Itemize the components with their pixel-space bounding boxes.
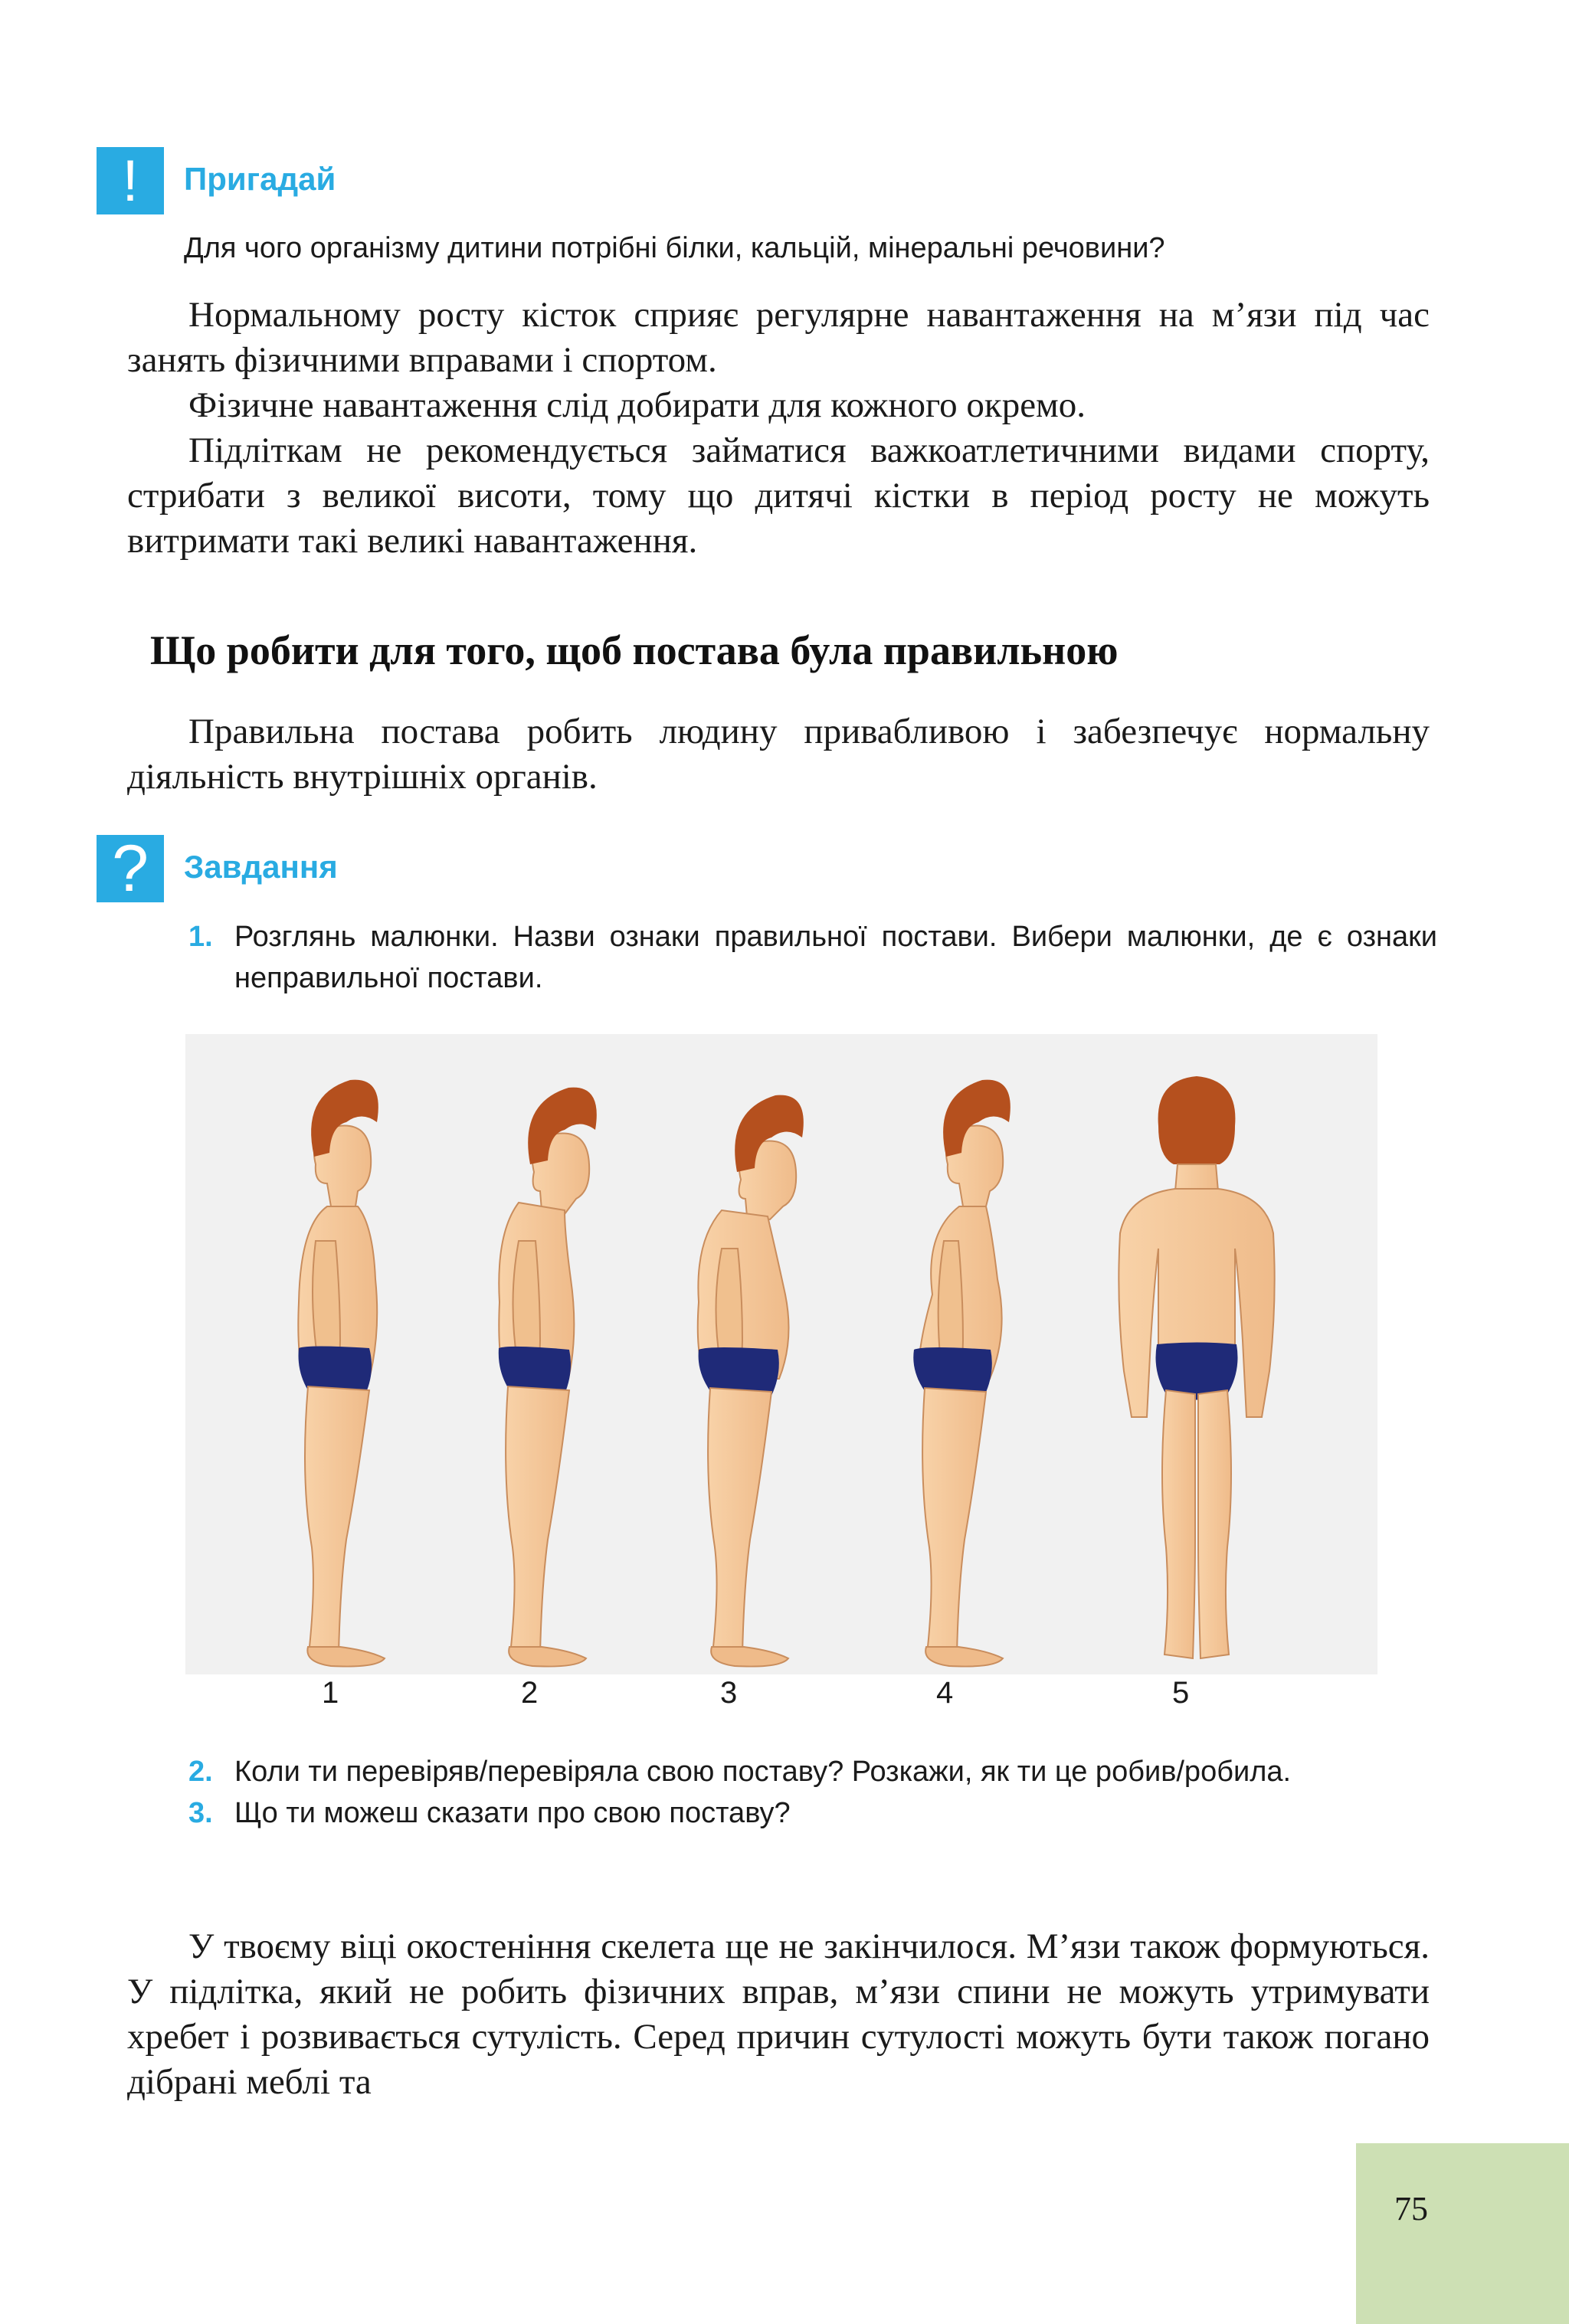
figure-label: 3: [720, 1676, 738, 1710]
paragraph: Фізичне навантаження слід добирати для кожного окремо.: [188, 385, 1086, 425]
task-number: 3.: [188, 1797, 213, 1829]
task-number: 2.: [188, 1756, 213, 1788]
page-number-tab: [1356, 2143, 1569, 2324]
task-title: Завдання: [184, 849, 338, 885]
paragraph: Підліткам не рекомендується займатися важкоатлетичними видами спорту, стрибати з великої висоти, тому що дитячі кістки в період росту не можуть витримати такі великі навантаження.: [127, 430, 1430, 561]
paragraph: У твоєму віці окостеніння скелета ще не закінчилося. М’язи також формуються. У підлітка, який не робить фізичних вправ, м’язи спини не можуть утримувати хребет і розвивається сутулість. Серед причин сутулості можуть бути також погано дібрані меблі та: [127, 1926, 1430, 2102]
figure-label: 1: [322, 1676, 339, 1710]
figure-2: [499, 1088, 597, 1667]
posture-illustration: [185, 1034, 1377, 1674]
section-heading: Що робити для того, щоб постава була правильною: [150, 627, 1119, 673]
task-list-1: [188, 916, 1437, 999]
section-text: [127, 709, 1430, 800]
figure-5: [1119, 1076, 1274, 1658]
remember-question: Для чого організму дитини потрібні білки, кальцій, мінеральні речовини?: [184, 232, 1165, 264]
task-item: [188, 1751, 1437, 1792]
task-text: Коли ти перевіряв/перевіряла свою поставу? Розкажи, як ти це робив/робила.: [234, 1756, 1292, 1788]
task-text: Розглянь малюнки. Назви ознаки правильної постави. Вибери малюнки, де є ознаки неправильної постави.: [234, 921, 1437, 994]
task-item: [188, 1792, 1437, 1834]
task-text: Що ти можеш сказати про свою поставу?: [234, 1797, 791, 1829]
question-icon: ?: [97, 835, 164, 902]
figure-3: [698, 1095, 804, 1667]
figure-label: 5: [1172, 1676, 1190, 1710]
task-number: 1.: [188, 921, 213, 953]
paragraph: Нормальному росту кісток сприяє регулярне навантаження на м’язи під час занять фізичними вправами і спортом.: [127, 295, 1430, 380]
exclamation-icon: !: [97, 147, 164, 214]
closing-text: [127, 1924, 1430, 2105]
intro-text: [127, 293, 1430, 564]
remember-title: Пригадай: [184, 161, 336, 197]
figure-label: 2: [521, 1676, 539, 1710]
page-number: 75: [1394, 2190, 1428, 2227]
figure-1: [298, 1080, 385, 1667]
task-list-2: [188, 1751, 1437, 1834]
posture-figure: [185, 1034, 1377, 1674]
figure-label: 4: [936, 1676, 954, 1710]
figure-4: [913, 1080, 1011, 1667]
paragraph: Правильна постава робить людину привабливою і забезпечує нормальну діяльність внутрішніх органів.: [127, 712, 1430, 797]
task-item: [188, 916, 1437, 999]
